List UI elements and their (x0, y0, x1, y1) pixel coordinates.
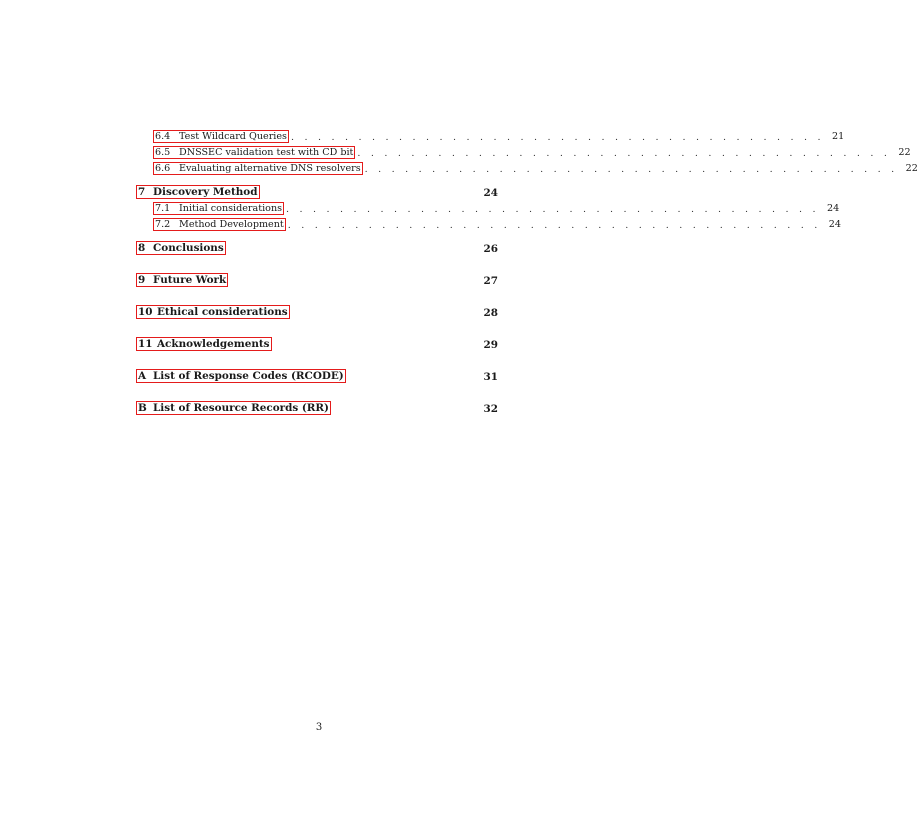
toc-entry-7 (136, 185, 498, 199)
toc-entry-8 (136, 241, 498, 255)
toc-page-7: 24 (483, 187, 498, 199)
toc-page-11: 29 (483, 339, 498, 351)
toc-link-6-4[interactable]: 6.4 Test Wildcard Queries (155, 131, 287, 142)
toc-entry-11 (136, 337, 498, 351)
toc-link-9[interactable]: 9 Future Work (138, 274, 227, 286)
toc-link-6-5[interactable]: 6.5 DNSSEC validation test with CD bit (155, 147, 354, 158)
toc-page-7-1: 24 (827, 203, 840, 214)
toc-link-7-1[interactable]: 7.1 Initial considerations (155, 203, 283, 214)
page-number: 3 (315, 722, 323, 733)
toc-entry-7-1 (136, 199, 840, 215)
toc-link-7-2[interactable]: 7.2 Method Development (155, 219, 284, 230)
toc-page-6-6: 22 (905, 163, 918, 174)
toc-page-6-5: 22 (898, 147, 911, 158)
toc-page-9: 27 (483, 275, 498, 287)
toc-link-7[interactable]: 7 Discovery Method (138, 186, 258, 198)
dot-leader: . . . . . . . . . . . . . . . . . . . . . . . . . . . . . . . . . . . . . . . . (357, 148, 891, 159)
toc-page-B: 32 (483, 403, 498, 415)
toc-page-A: 31 (483, 371, 498, 383)
toc-entry-10 (136, 305, 498, 319)
toc-entry-7-2 (136, 215, 841, 231)
toc-entry-6-6 (136, 159, 918, 175)
toc-link-11[interactable]: 11 Acknowledgements (138, 338, 270, 350)
toc-entry-A (136, 369, 498, 383)
toc-entry-9 (136, 273, 498, 287)
toc-link-B[interactable]: B List of Resource Records (RR) (138, 402, 329, 414)
toc-entry-6-5 (136, 143, 911, 159)
table-of-contents (136, 127, 918, 415)
toc-page-7-2: 24 (828, 219, 841, 230)
toc-entry-6-4 (136, 127, 845, 143)
toc-link-A[interactable]: A List of Response Codes (RCODE) (138, 370, 344, 382)
toc-link-8[interactable]: 8 Conclusions (138, 242, 224, 254)
dot-leader: . . . . . . . . . . . . . . . . . . . . . . . . . . . . . . . . . . . . . . . . (287, 220, 821, 231)
toc-page-8: 26 (483, 243, 498, 255)
dot-leader: . . . . . . . . . . . . . . . . . . . . . . . . . . . . . . . . . . . . . . . . (286, 204, 820, 215)
dot-leader: . . . . . . . . . . . . . . . . . . . . . . . . . . . . . . . . . . . . . . . . (364, 164, 898, 175)
toc-link-10[interactable]: 10 Ethical considerations (138, 306, 288, 318)
toc-entry-B (136, 401, 498, 415)
toc-page-10: 28 (483, 307, 498, 319)
dot-leader: . . . . . . . . . . . . . . . . . . . . . . . . . . . . . . . . . . . . . . . . (290, 132, 825, 143)
toc-link-6-6[interactable]: 6.6 Evaluating alternative DNS resolvers (155, 163, 361, 174)
toc-page-6-4: 21 (831, 131, 845, 142)
